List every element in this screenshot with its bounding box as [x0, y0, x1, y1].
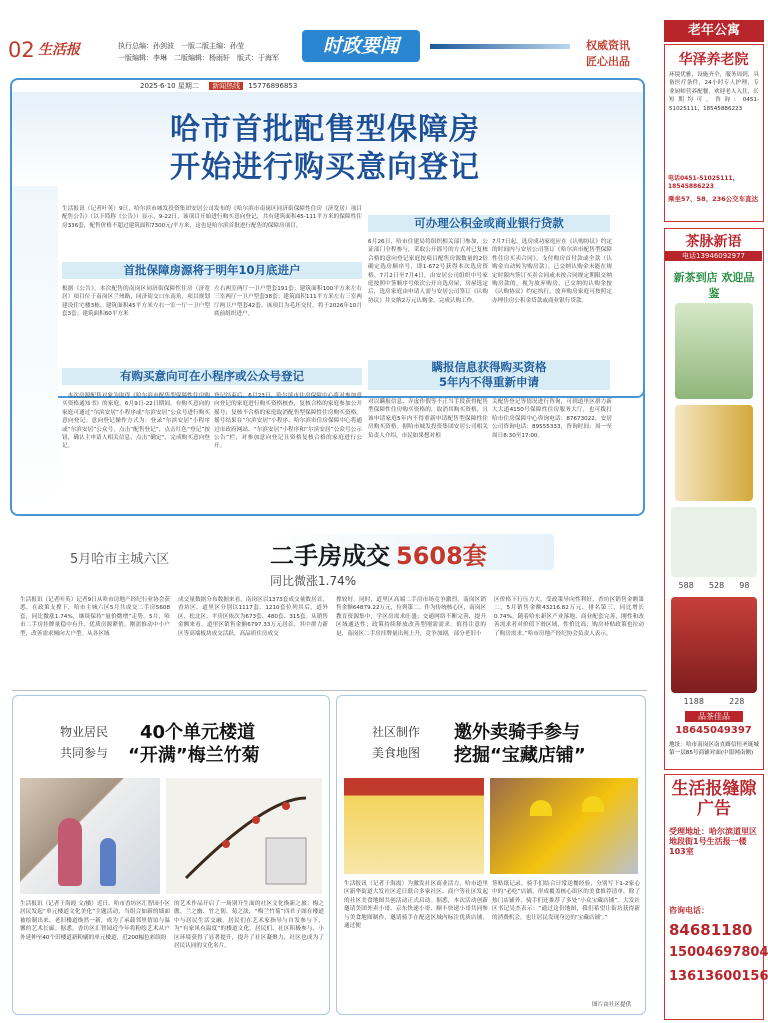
nursing-home-route: 乘坐57、58、236公交车直达 — [668, 195, 759, 203]
deal-count: 5608套 — [396, 542, 487, 570]
paper-name: 生活报 — [38, 42, 80, 58]
second-col-4: 区价格下行压力大。受政策导向性利好，香坊区销售金额第二，5月销售金额43216.82万元，排名第三，同比增长0.74%。随着哈东新区产业落地、商业配套完善，刚性和改善需求者对价值下滑区域，性价比高；购房补贴政策也拉动了购房需求。”哈市房地产经纪协会负责人表示。 — [494, 597, 644, 637]
sub1-text-a: 根据《公告》，本次配售的南岗区同济街保障性住房（济宽居）项目位于南岗区兰州路，同济街交口东南角，项目规划建设住宅楼3栋，建筑面积45平方米左右一室一厅一卫户型套3套；建筑面积60平方米 — [62, 286, 210, 318]
tea-slogan: 新茶到店 欢迎品鉴 — [673, 271, 755, 300]
helmet-1 — [530, 800, 552, 816]
header — [0, 0, 656, 74]
story-a-col1: 生活报讯（记者于海霞 文/摄）近日，哈市香坊区汇智园小区居民发起“单元楼道文化美化”主题活动，当组合如新的墙面被绘制出来，老旧楼道焕然一新，成为了承载邻里情谊与温馨的艺术长廊。据悉，香坊区汇智园近今年将粉绘艺术从户外延伸至40个旧楼道新粉刷的单元楼道，近200幅色彩缤纷 — [20, 901, 170, 941]
lead-frame-lower — [10, 186, 58, 516]
tea-prices-1 — [671, 581, 757, 590]
banner: 时政要闻 — [302, 30, 420, 62]
second-kicker: 5月哈市主城六区 — [70, 552, 170, 567]
story-a-title1: 40个单元楼道 — [140, 722, 256, 743]
story-b-col1: 生活报讯（记者于海霞）为激发社区商业活力，哈市道里区新华街道大发社区近日联合多家社区、商户等社区发起的社区美食地图共创活动正式启动。据悉，本次活动创新邀请美团外卖小哥、京东快递小哥、顺丰快递小哥共同参与美食地图制作，邀请骑手在配送区域内标注优质店铺，通过便 — [344, 881, 488, 930]
slogan-1: 权威资讯 — [586, 39, 630, 52]
sub-heading-3: 可办理公积金或商业银行贷款 — [368, 215, 610, 232]
sub3-text-a: 6月26日，哈市住建局将组织相关部门参加，公证部门全程参与，采取公开摇号的方式对已复核合格的意向登记家庭按项目配售房源数量的2倍确定选房顺序号，即1-672号获得本次选房资格。7月2日至7月4日，由安居公司组织中号家庭按照中签顺序号依次公开自选房屋，房屋选定后，选房家庭由申请人需与安居公司签订《认购协议》并交纳2万元认购金，完成认购工作。 — [368, 239, 488, 304]
second-col-2: 成交量数据分布数据来看，南岗区以1373套成交量数居首，香坊区、道里区分别以1117套、1210套位列其后，道外区、松北区、平房区依次为673套、480套、315套。从销售金额来看，道里区销售金额6797.33万元居首，其中群力新区等高端板块成交活跃，高品质住房成交 — [178, 597, 328, 637]
nursing-home-box — [664, 44, 764, 222]
price-3: 98 — [739, 581, 750, 590]
story-b-kicker2: 美食地图 — [372, 746, 421, 760]
tea-image-3 — [671, 507, 757, 577]
sub-heading-4 — [368, 360, 610, 390]
hotline: 15776896853 — [248, 82, 298, 90]
sub4-text-a: 对以瞒报信息、弄虚作假等不正当手段获得配售型保障性住房购买资格的，取消其购买资格，且该申请家庭5年内不得重新申请配售型保障性住房购买资格。据哈市城发投资集团安居公司相关负责人介绍，市民如果想对相 — [368, 399, 488, 439]
sub4-line1: 购买资格 — [500, 360, 547, 374]
divider — [12, 690, 647, 691]
second-yoy: 同比微涨1.74% — [270, 574, 357, 588]
sub4-text-b: 关配售登记等情况进行咨询，可到道里区群力新大大道4150号保障性住房服务大厅，也可拨打哈市住房保障中心咨询电话：87673022，安居公司咨询电话：89555333，咨询时间：周一至周日8:30至17:00。 — [492, 399, 612, 439]
sub-heading-2: 有购买意向可在小程序或公众号登记 — [62, 368, 362, 385]
credits-2: 一版编辑：李琳 二版编辑：杨雨轩 版式：于海军 — [118, 54, 279, 62]
lead-title-2: 开始进行购买意向登记 — [170, 150, 480, 185]
ad-phone-1: 84681180 — [669, 921, 753, 939]
sub1-text-b: 左右两室两厅一卫户型套191套；建筑面积100平方米左右三室两厅一卫户型套38套；建筑面积111平方米左右三室两厅两卫户型套42套。该项目为毛坯交付，将于2026年10月底前组织进户。 — [214, 286, 362, 318]
helmet-2 — [582, 796, 604, 812]
story-b-kicker1: 社区制作 — [372, 725, 421, 739]
story-a-title2: “开满”梅兰竹菊 — [128, 745, 260, 766]
ad-title: 生活报缝隙广告 — [671, 779, 757, 819]
story-b-col2: 签贴纸记录。骑手们结合日常送餐经验，分别写下1-2家心中的“必吃”店铺，形成覆盖核心街区的美食推荐清单，除了热门店铺外，骑手们还推荐了多处“小众宝藏店铺”。大发社区书记吴杰表示：“通过这份地图，我们希望让街坊获得新的消费机会，也让居民发现身边的‘宝藏店铺’。” — [492, 881, 640, 921]
lead-frame-bottom — [56, 514, 618, 516]
sidebar — [664, 20, 768, 1020]
story-b-title2: 挖掘“宝藏店铺” — [454, 745, 586, 766]
tea-good-phone: 18645049397 — [675, 725, 752, 736]
lead-title-1: 哈市首批配售型保障房 — [170, 112, 480, 147]
ad-phone-3: 13613600156 — [669, 969, 768, 984]
lead-frame-right — [616, 186, 645, 516]
photo-riders — [490, 778, 638, 874]
nursing-home-name: 华泽养老院 — [678, 52, 749, 68]
credits-1: 执行总编：孙剑波 一版二版主编：孙莹 — [118, 42, 244, 50]
nursing-home-desc: 环境优雅，设施齐全，服务周到，具备医疗条件，24小时专人护理，专业厨师营养配餐，欢迎老人入住，长短期均可。咨询：0451-51025111，18545886223 — [669, 72, 759, 112]
price-2: 528 — [708, 581, 725, 590]
ad-box — [664, 774, 768, 1020]
lead-intro: 生活报讯（记者叶英）9日，哈尔滨市城发投资集团安居公司发布的《哈尔滨市南岗区同济街保障性住房（济宽居）项目配售公告》（以下简称《公告》）显示，9-22日，该项目开始进行购买意向登记，共有建筑面积45-111平方米的保障性住房336套，配售价格不超过建筑面积7300元/平方米，这也是哈尔滨首批进行配售的保障房项目。 — [62, 206, 362, 229]
tea-phone: 电话13946092977 — [665, 251, 762, 261]
sub2-text-b: 登记结束后，6月23日，哈尔滨市住房保障中心将对参加意向登记的家庭进行购买资格核查，复核合格的家庭参加公开摇号；复核不合格的家庭取消配售型保障性住房购买资格。摇号结果在“尔滨安居”小程序、哈尔滨市住房保障中心将通过市政府网站、“尔滨安居”小程序和“尔滨安居”公众号公示公告”栏，对参加意向登记且资格复核合格的家庭进行公开。 — [214, 393, 362, 450]
page-number: 02 — [8, 38, 35, 62]
sub2-text-a: 本次房源配售对象为取得《哈尔滨市配售型保障性住房购买资格通知书》的家庭。6月9日-22日期间，有购买意向的家庭可通过“尔滨安居”小程序或“尔滨安居”公众号进行购买意向登记。意向登记操作方式为：登录“尔滨安居”小程序或“尔滨安居”公众号，点击“配售登记”，点击红色“登记”按钮，确认主申请人相关信息，点击“确定”，完成购买意向登记。 — [62, 393, 210, 450]
sub4-prefix: 瞒报信息获得 — [431, 360, 501, 374]
arrow-stripe — [430, 44, 570, 49]
date: 2025·6·10 星期二 — [140, 82, 199, 90]
second-headline — [270, 536, 487, 571]
photo-stairwell-mural — [20, 778, 160, 894]
story-a-kicker1: 物业居民 — [60, 725, 109, 739]
ad-phone-2: 15004697804 — [669, 945, 768, 960]
figure-woman — [58, 818, 82, 886]
tea-address: 地址：哈市南岗区南直路信恒圣诞城第一层85号商铺对面(中银网南侧) — [669, 742, 759, 757]
painting-svg — [166, 778, 322, 894]
tea-title: 茶脉新语 — [685, 234, 742, 250]
sub3-text-b: 7月7日起，选房成功家庭应在《认购协议》约定的时间内与安居公司签订《哈尔滨市配售型保障性住房买卖合同》，支付购房首付款或全款（认购金自动转为购房款）。已交纳认购金未能在规定时限内签订买卖合同或未按合同规定期限交纳购房款的，视为放弃购房，已交纳的认购金按《认购协议》约定执行。放弃购房家庭可按照定办理住房公积金贷款或商业银行贷款。 — [492, 239, 612, 304]
price-1: 588 — [678, 581, 694, 590]
tea-prices-2 — [671, 697, 757, 706]
second-col-3: 撑较好。同时，道里区高端二手房市场竞争激烈，南岗区销售金额64879.22万元，位列第二。作为传统核心区，南岗区教育资源集中，学区房需求旺盛；交通网络不断完善，提升区域通达性；政策持续释放改善型刚需需求。值得注意的是，南岗区二手房挂牌量出现上升，竞争加剧，部分老旧小 — [336, 597, 486, 637]
story-b-credit: 图片由社区提供 — [592, 1002, 632, 1008]
sub4-line2: 5年内不得重新申请 — [438, 375, 539, 389]
nursing-home-phone: 电话0451-51025111，18545886223 — [668, 175, 739, 190]
tea-box — [664, 228, 764, 770]
price-5: 228 — [729, 697, 745, 706]
hotline-label: 新闻热线 — [209, 82, 243, 90]
tea-image-2 — [675, 405, 753, 501]
second-col-1: 生活报讯（记者叶英）记者9日从哈市房地产经纪行业协会获悉，在政策支撑下，哈市主城六区5月共成交二手房5608套，同比微涨1.74%，继续保持“量价微增”走势。5月，哈市二手房挂牌量稳中有升，优质房源紧俏，刚需推动中小户型，改善需求倾向大户型。从各区域 — [20, 597, 170, 637]
ad-address: 受理地址：哈尔滨道里区地段街1号生活报一楼103室 — [669, 827, 757, 856]
photo-food-map — [344, 778, 484, 874]
slogan-2: 匠心出品 — [586, 55, 630, 68]
photo-plum-painting — [166, 778, 322, 894]
price-4: 1188 — [683, 697, 704, 706]
tea-good-label: 品茶佳品 — [685, 711, 743, 722]
tea-image-4 — [671, 597, 757, 693]
story-a-col2: 的艺术作品开启了一场别开生面的社区文化焕新之旅。梅之傲、兰之幽、竹之韧、菊之淡，“梅兰竹菊”四君子图在楼道中与居民生活交融，居民们在艺术家指导与自发参与下，为“有家风有温度”的楼道文化，居民们、社区积极参与，小区环境获得了显著提升，提升了社区凝聚力，社区也成为了居民认同的文化名片。 — [174, 901, 324, 950]
sidebar-title: 老年公寓 — [664, 20, 764, 42]
ad-phone-label: 咨询电话： — [669, 906, 709, 915]
story-b-title1: 邀外卖骑手参与 — [454, 722, 580, 743]
story-a-kicker2: 共同参与 — [60, 746, 109, 760]
date-bar — [140, 80, 400, 92]
headline-text: 二手房成交 — [270, 542, 390, 570]
figure-child — [100, 838, 116, 886]
sub4-line-1 — [368, 360, 610, 375]
sub-heading-1: 首批保障房源将于明年10月底进户 — [62, 262, 362, 279]
tea-image-1 — [675, 303, 753, 399]
